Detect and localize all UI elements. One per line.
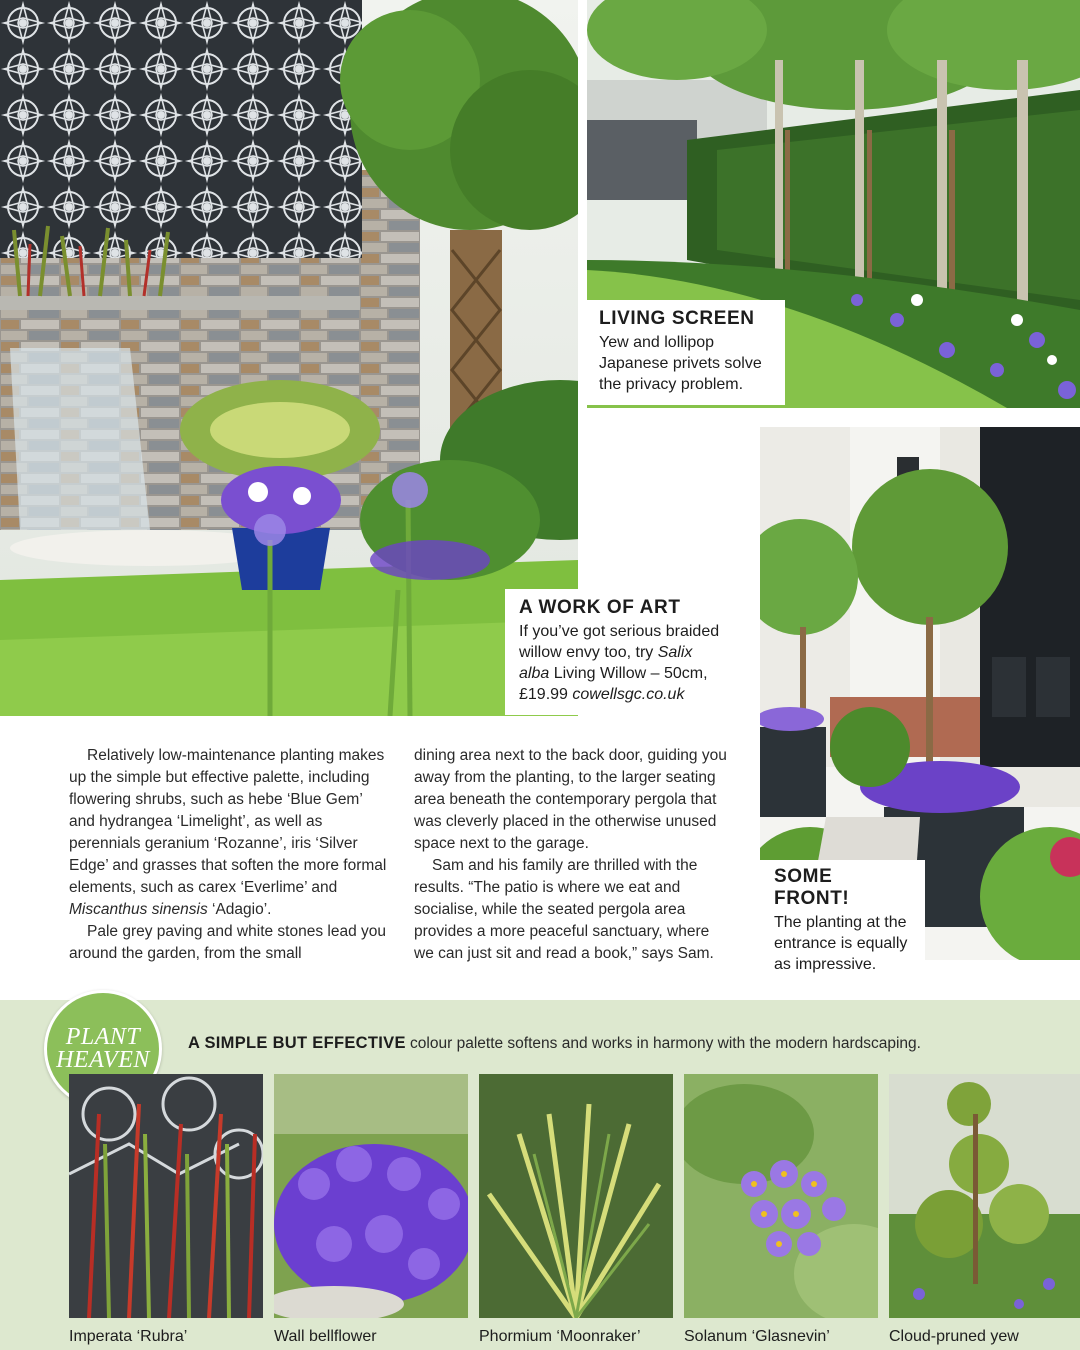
article-paragraph: Relatively low-maintenance planting makes up the simple but effective palette, including flowering shrubs, such as hebe ‘Blue Gem’ and hydrangea ‘Limelight’, as well as perennials geranium ‘Rozanne’, iris ‘Silver Edge’ and grasses that soften the more formal elements, such as carex ‘Everlime’ and Miscanthus sinensis ‘Adagio’. [69, 747, 387, 918]
some-front-title: SOME FRONT! [774, 866, 850, 909]
article-column-2 [414, 745, 732, 965]
plant-label-yew: Cloud-pruned yew [889, 1328, 1019, 1345]
plant-photo-imperata [69, 1074, 263, 1318]
living-screen-title: LIVING SCREEN [599, 308, 755, 329]
article-paragraph: Pale grey paving and white stones lead you around the garden, from the small [69, 923, 387, 962]
plant-label-bellflower: Wall bellflower [274, 1328, 377, 1345]
work-of-art-text: If you’ve got serious braided willow envy too, try Salix alba Living Willow – 50cm, £19.99 cowellsgc.co.uk [519, 623, 720, 703]
article-paragraph: Sam and his family are thrilled with the results. “The patio is where we eat and socialise, while the seated pergola area provides a more peaceful sanctuary, where we can just sit and read a book,” says Sam. [414, 857, 714, 962]
plant-heaven-intro: A SIMPLE BUT EFFECTIVE colour palette softens and works in harmony with the modern hardscaping. [188, 1034, 921, 1052]
plant-photo-yew [889, 1074, 1080, 1318]
work-of-art-caption [505, 589, 745, 715]
plant-photo-phormium [479, 1074, 673, 1318]
retailer-link[interactable]: cowellsgc.co.uk [572, 686, 685, 703]
main-garden-photo [0, 0, 578, 716]
plant-label-phormium: Phormium ‘Moonraker’ [479, 1328, 641, 1345]
some-front-text: The planting at the entrance is equally as impressive. [774, 914, 908, 973]
plant-label-imperata: Imperata ‘Rubra’ [69, 1328, 188, 1345]
living-screen-text: Yew and lollipop Japanese privets solve the privacy problem. [599, 334, 762, 393]
plant-photo-bellflower [274, 1074, 468, 1318]
work-of-art-title: A WORK OF ART [519, 597, 681, 618]
living-screen-caption [585, 300, 785, 405]
some-front-caption [760, 860, 925, 985]
article-paragraph: dining area next to the back door, guiding you away from the planting, to the larger seating area beneath the contemporary pergola that was cleverly placed in the otherwise unused space next to the garage. [414, 747, 727, 852]
badge-line-2: HEAVEN [56, 1047, 150, 1073]
plant-label-solanum: Solanum ‘Glasnevin’ [684, 1328, 830, 1345]
badge-line-1: PLANT [65, 1024, 141, 1050]
article-column-1 [69, 745, 387, 965]
plant-photo-solanum [684, 1074, 878, 1318]
